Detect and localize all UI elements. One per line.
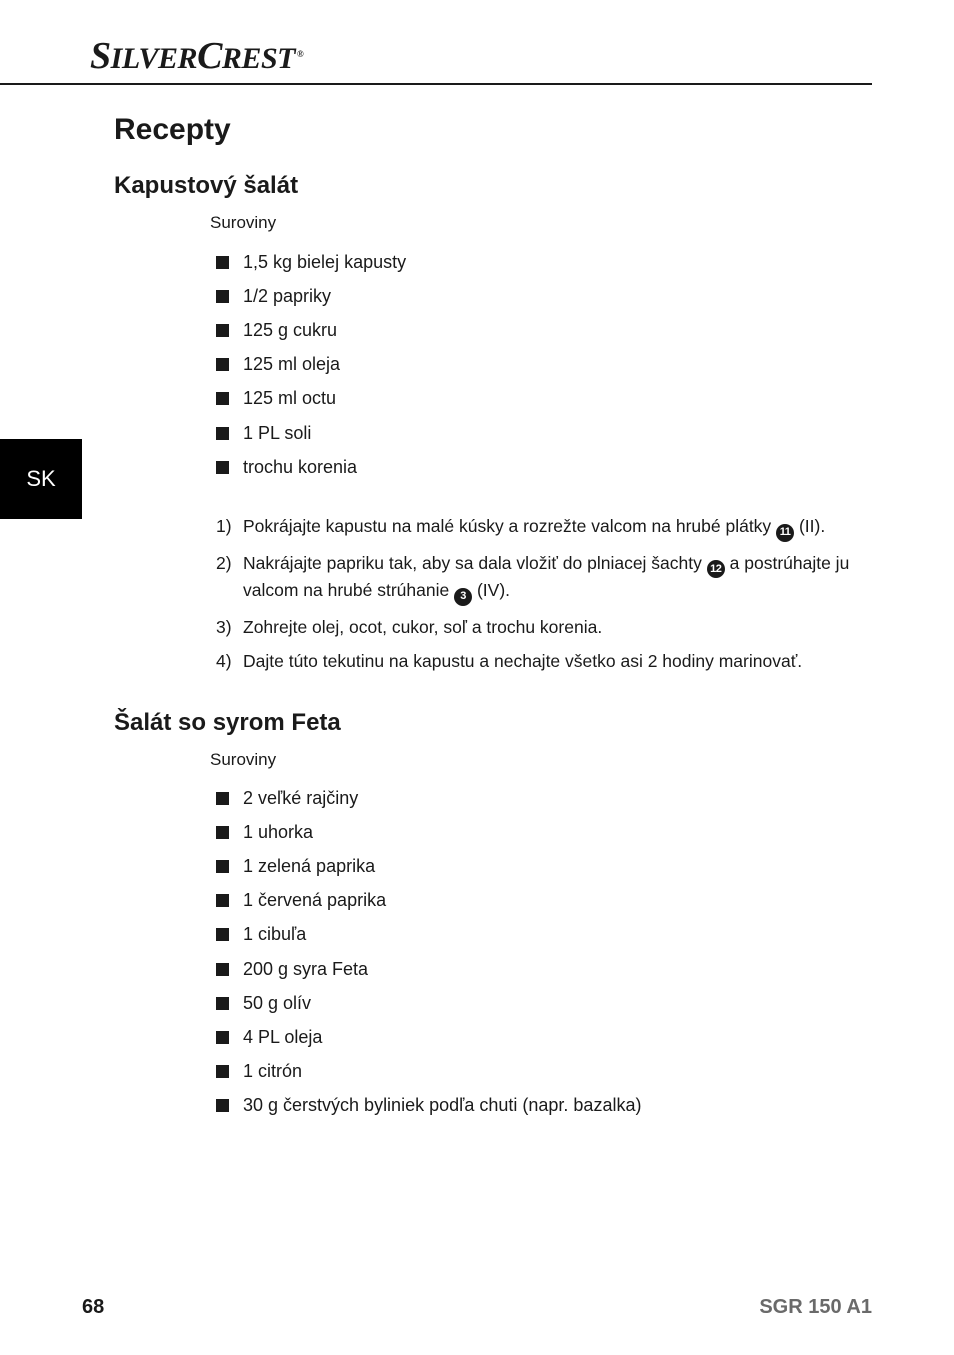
page-title: Recepty [114, 113, 231, 146]
list-item: 125 g cukru [216, 313, 406, 347]
part-number-badge: 3 [454, 588, 472, 606]
bullet-square-icon [216, 1065, 229, 1078]
recipe-title-feta-salad: Šalát so syrom Feta [114, 709, 341, 736]
silvercrest-logo: SILVERCREST ® [90, 35, 304, 77]
list-item: 1,5 kg bielej kapusty [216, 245, 406, 279]
bullet-square-icon [216, 358, 229, 371]
bullet-square-icon [216, 1031, 229, 1044]
list-item: 1 citrón [216, 1055, 641, 1089]
ingredient-list [216, 245, 406, 484]
step-item: 1) Pokrájajte kapustu na malé kúsky a rozrežte valcom na hrubé plátky 11 (II). [216, 514, 856, 542]
ingredient-list [216, 781, 641, 1123]
bullet-square-icon [216, 792, 229, 805]
step-item: 4) Dajte túto tekutinu na kapustu a nechajte všetko asi 2 hodiny marinovať. [216, 650, 803, 671]
recipe-title-cabbage-salad: Kapustový šalát [114, 172, 299, 199]
header-divider [0, 83, 872, 85]
language-tab: SK [0, 439, 82, 519]
list-item: 1 uhorka [216, 815, 641, 849]
bullet-square-icon [216, 928, 229, 941]
list-item: 4 PL oleja [216, 1020, 641, 1054]
bullet-square-icon [216, 997, 229, 1010]
bullet-square-icon [216, 963, 229, 976]
list-item: 125 ml octu [216, 382, 406, 416]
bullet-square-icon [216, 860, 229, 873]
bullet-square-icon [216, 256, 229, 269]
instruction-steps [216, 514, 856, 683]
bullet-square-icon [216, 290, 229, 303]
bullet-square-icon [216, 894, 229, 907]
list-item: 30 g čerstvých byliniek podľa chuti (napr. bazalka) [216, 1089, 641, 1123]
part-number-badge: 12 [707, 560, 725, 578]
list-item: 1/2 papriky [216, 279, 406, 313]
bullet-square-icon [216, 392, 229, 405]
bullet-square-icon [216, 324, 229, 337]
list-item: 1 zelená paprika [216, 849, 641, 883]
ingredients-subheading: Suroviny [210, 750, 277, 769]
list-item: trochu korenia [216, 450, 406, 484]
list-item: 1 cibuľa [216, 918, 641, 952]
ingredients-subheading: Suroviny [210, 213, 277, 232]
page-number: 68 [82, 1296, 105, 1318]
bullet-square-icon [216, 1099, 229, 1112]
step-item: 2) Nakrájajte papriku tak, aby sa dala vložiť do plniacej šachty 12 a postrúhajte ju valcom na hrubé strúhanie 3 (IV). [216, 551, 856, 606]
list-item: 1 PL soli [216, 416, 406, 450]
list-item: 2 veľké rajčiny [216, 781, 641, 815]
list-item: 1 červená paprika [216, 884, 641, 918]
part-number-badge: 11 [776, 524, 794, 542]
model-number: SGR 150 A1 [759, 1296, 872, 1318]
bullet-square-icon [216, 826, 229, 839]
bullet-square-icon [216, 427, 229, 440]
list-item: 200 g syra Feta [216, 952, 641, 986]
list-item: 50 g olív [216, 986, 641, 1020]
step-item: 3) Zohrejte olej, ocot, cukor, soľ a trochu korenia. [216, 616, 603, 637]
list-item: 125 ml oleja [216, 348, 406, 382]
bullet-square-icon [216, 461, 229, 474]
